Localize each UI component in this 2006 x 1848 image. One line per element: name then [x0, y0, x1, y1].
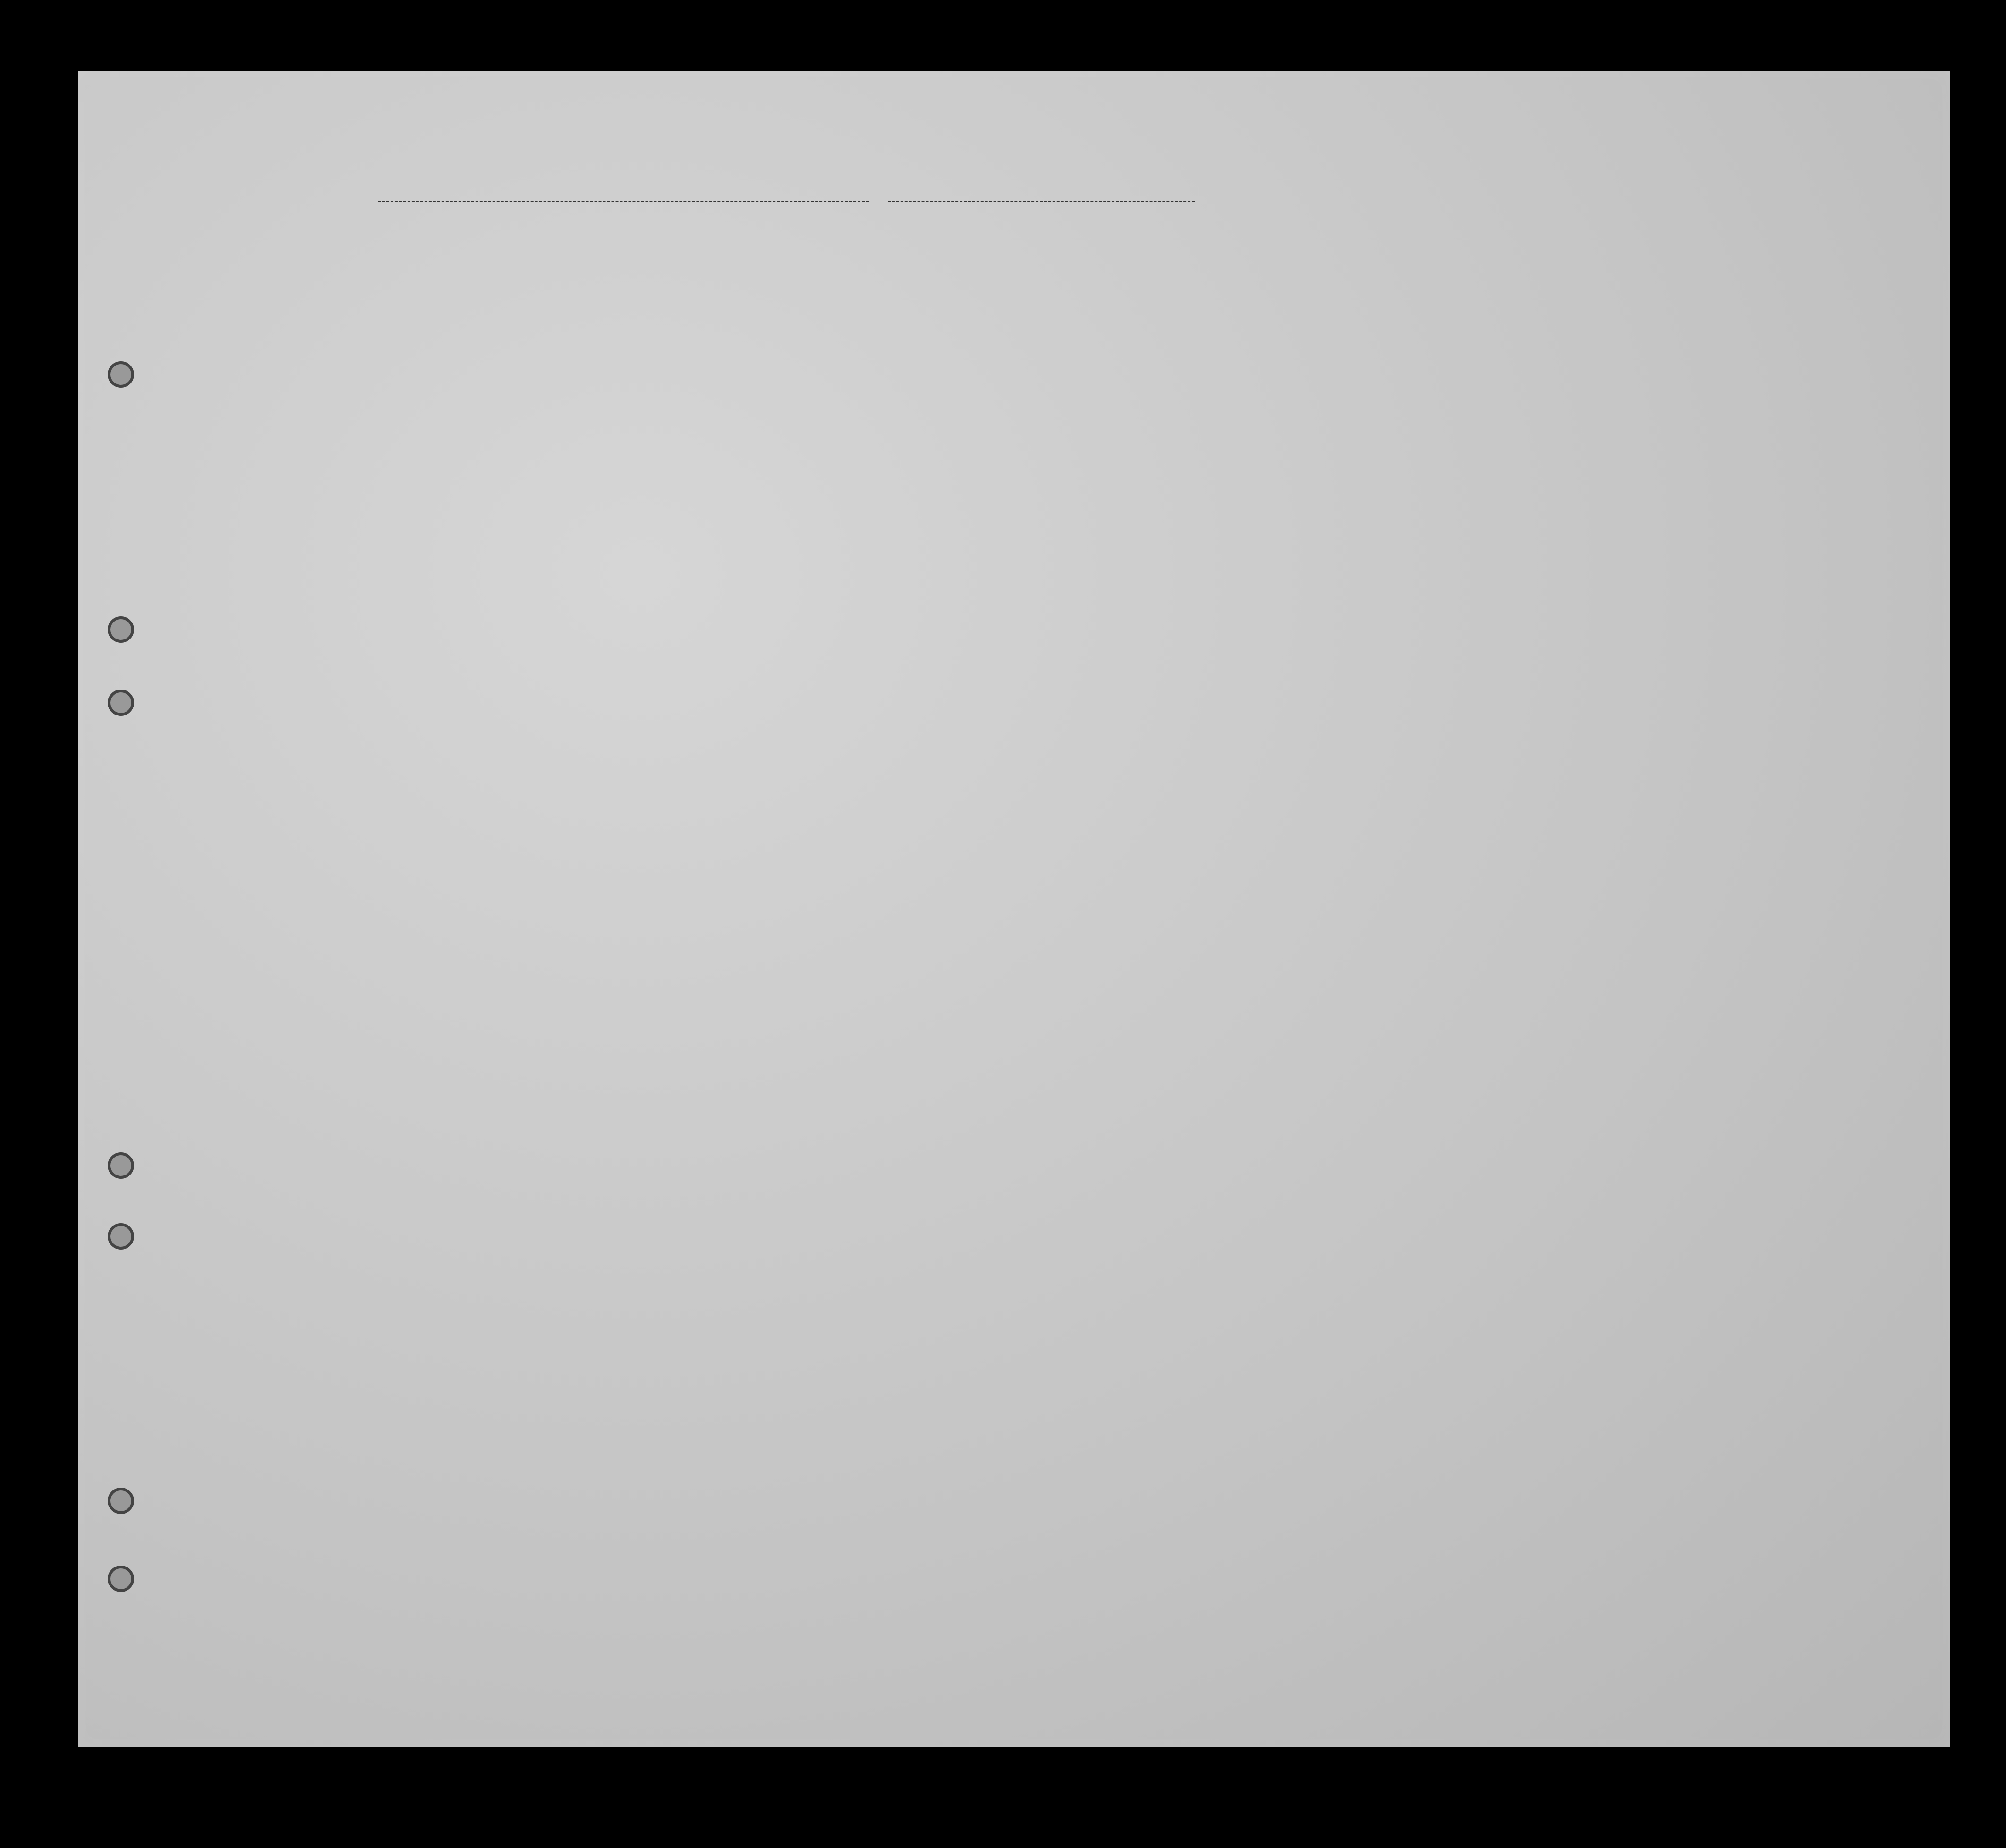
header-polygamist [1329, 338, 1343, 453]
header-prison [1300, 338, 1323, 453]
header-organization [1424, 338, 1451, 453]
header-purpose-citizen [1270, 352, 1291, 451]
header-deported [1469, 338, 1492, 453]
header-ticket [618, 338, 638, 456]
header-inches [1646, 416, 1660, 453]
header-overthrow [1374, 338, 1402, 453]
header-purpose-length [1228, 352, 1249, 451]
header-purpose-return [1151, 352, 1179, 451]
header-possession [727, 338, 748, 456]
header-feet [1624, 416, 1639, 453]
header-anarchist [1353, 338, 1367, 453]
